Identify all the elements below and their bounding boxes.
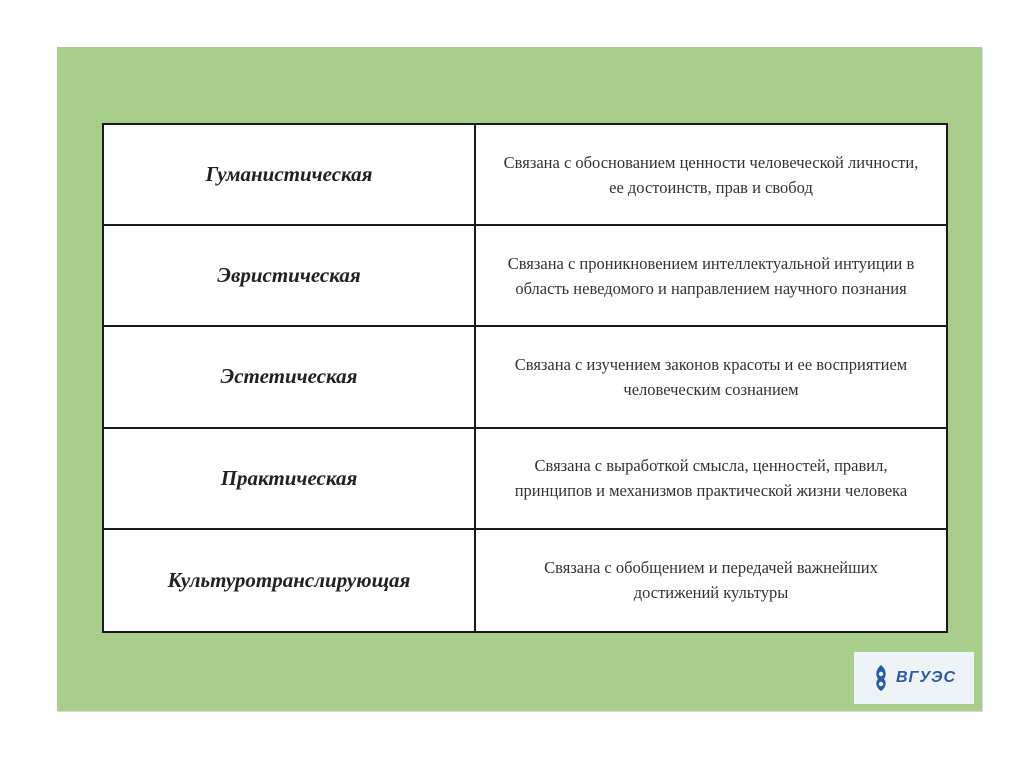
function-name: Эвристическая [217, 263, 361, 288]
university-logo [854, 652, 974, 704]
functions-table [102, 123, 948, 633]
function-name-cell [104, 530, 476, 631]
function-name: Эстетическая [220, 364, 358, 389]
function-name-cell [104, 226, 476, 327]
function-name: Гуманистическая [205, 162, 373, 187]
function-name-cell [104, 125, 476, 226]
function-name: Культуротранслирующая [167, 567, 411, 592]
function-description: Связана с обоснованием ценности человеческой личности, ее достоинств, прав и свобод [503, 152, 919, 197]
function-description: Связана с выработкой смысла, ценностей, правил, принципов и механизмов практической жизни человека [514, 456, 908, 501]
function-description: Связана с проникновением интеллектуальной интуиции в область неведомого и направлением научного познания [507, 253, 915, 298]
function-description-cell [476, 327, 946, 428]
function-description: Связана с изучением законов красоты и ее восприятием человеческим сознанием [514, 354, 908, 399]
function-description-cell [476, 429, 946, 530]
function-description: Связана с обобщением и передачей важнейших достижений культуры [544, 558, 878, 603]
function-name-cell [104, 429, 476, 530]
slide [57, 47, 982, 711]
function-description-cell [476, 226, 946, 327]
logo-text: ВГУЭС [895, 669, 957, 686]
function-description-cell [476, 125, 946, 226]
function-description-cell [476, 530, 946, 631]
function-name-cell [104, 327, 476, 428]
university-emblem-icon [872, 663, 890, 693]
function-name: Практическая [220, 465, 358, 490]
